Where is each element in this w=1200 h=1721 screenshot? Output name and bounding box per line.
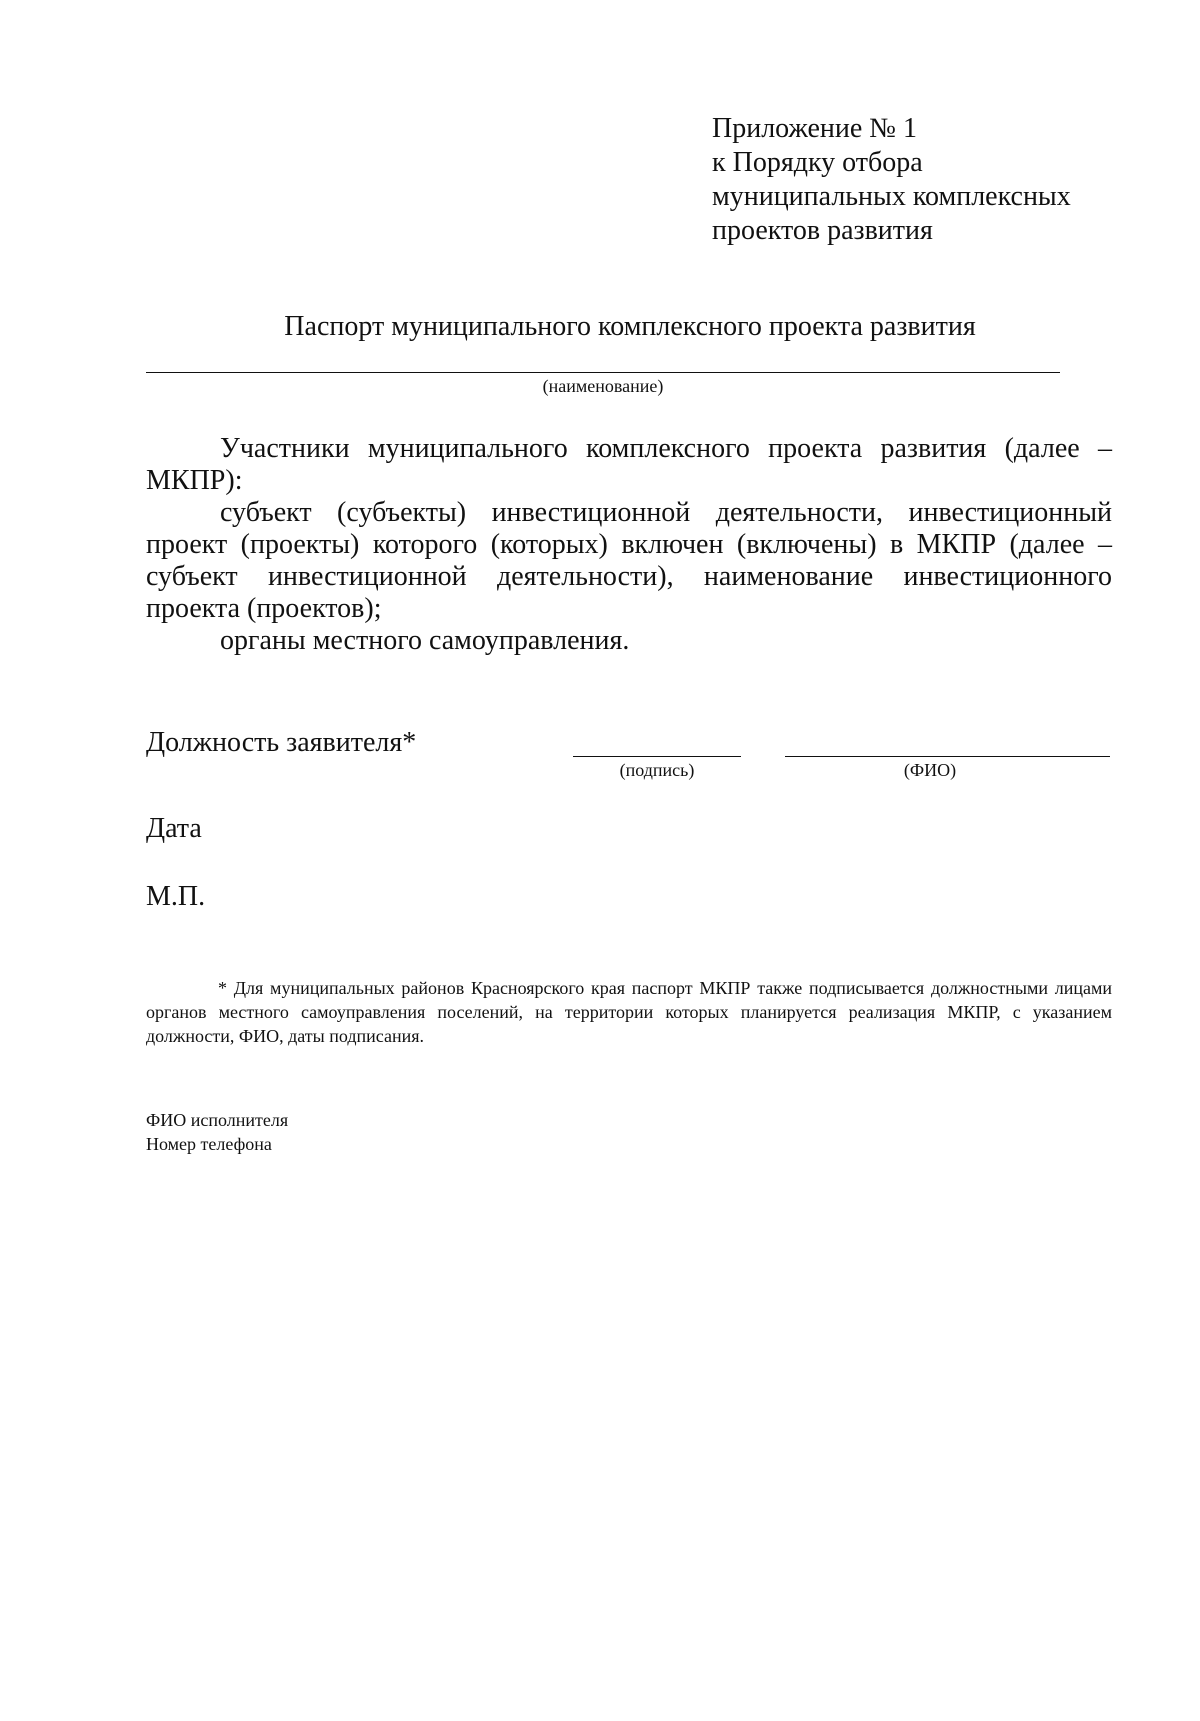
- project-name-blank-line: [146, 372, 1060, 373]
- appendix-reference-line: муниципальных комплексных: [712, 181, 1071, 212]
- investment-subject-paragraph: субъект (субъекты) инвестиционной деятельности, инвестиционный проект (проекты) которого (которых) включен (включены) в МКПР (далее – субъект инвестиционной деятельности), наименование инвестиционного проекта (проектов);: [146, 497, 1112, 624]
- appendix-number: Приложение № 1: [712, 113, 917, 144]
- executor-info: [146, 1108, 288, 1156]
- date-label: Дата: [146, 813, 202, 844]
- executor-phone-label: Номер телефона: [146, 1134, 272, 1154]
- appendix-reference-line: проектов развития: [712, 215, 933, 246]
- appendix-reference-line: к Порядку отбора: [712, 147, 923, 178]
- executor-name-label: ФИО исполнителя: [146, 1110, 289, 1130]
- appendix-header: [712, 112, 1132, 248]
- participants-paragraph: Участники муниципального комплексного проекта развития (далее – МКПР):: [146, 433, 1112, 496]
- fio-caption: (ФИО): [903, 760, 957, 780]
- document-title: Паспорт муниципального комплексного проекта развития: [284, 311, 976, 342]
- seal-label: М.П.: [146, 881, 206, 912]
- signature-caption: (подпись): [619, 760, 695, 780]
- local-government-paragraph: органы местного самоуправления.: [220, 625, 630, 656]
- fio-blank-line: [785, 756, 1110, 757]
- applicant-position-label: Должность заявителя*: [146, 727, 417, 758]
- project-name-caption: (наименование): [542, 376, 664, 396]
- signature-blank-line: [573, 756, 741, 757]
- footnote: * Для муниципальных районов Красноярского края паспорт МКПР также подписывается должностными лицами органов местного самоуправления поселений, на территории которых планируется реализация МКПР, с указанием должности, ФИО, даты подписания.: [146, 978, 1112, 1046]
